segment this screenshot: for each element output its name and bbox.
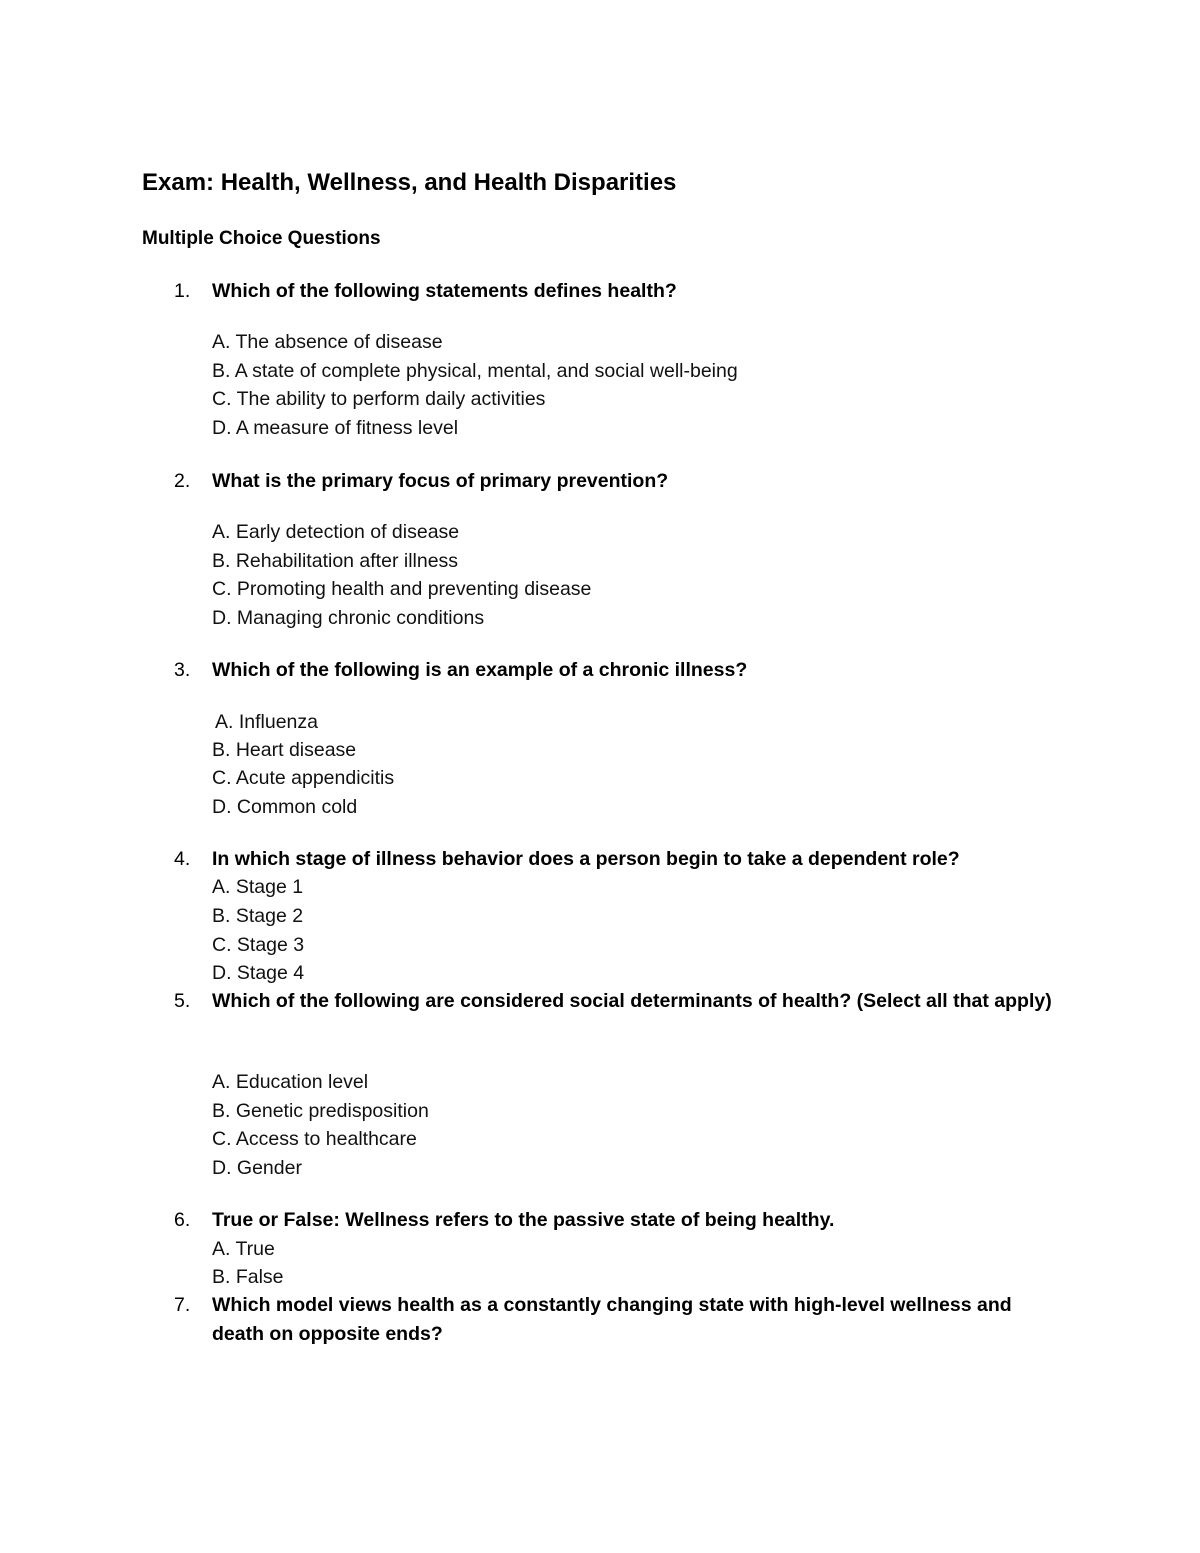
answer-option: A. True <box>212 1238 275 1260</box>
answer-option: B. False <box>212 1266 284 1288</box>
page-title: Exam: Health, Wellness, and Health Disparities <box>142 169 677 196</box>
question-text: Which of the following are considered social determinants of health? (Select all that apply) <box>212 990 1052 1012</box>
answer-option: D. Stage 4 <box>212 962 305 984</box>
answer-option: B. Genetic predisposition <box>212 1100 429 1122</box>
answer-option: C. Access to healthcare <box>212 1128 417 1150</box>
question-number: 5. <box>174 990 191 1012</box>
answer-option: A. Stage 1 <box>212 876 304 898</box>
answer-option: D. Common cold <box>212 796 358 818</box>
question-number: 2. <box>174 470 191 492</box>
answer-option: B. Heart disease <box>212 739 357 761</box>
answer-option: B. A state of complete physical, mental, and social well-being <box>212 360 738 382</box>
answer-option: D. Managing chronic conditions <box>212 607 485 629</box>
answer-option: B. Rehabilitation after illness <box>212 550 459 572</box>
question-text: True or False: Wellness refers to the passive state of being healthy. <box>212 1209 835 1231</box>
question-text: Which of the following statements defines health? <box>212 280 677 302</box>
question-number: 4. <box>174 848 191 870</box>
answer-option: B. Stage 2 <box>212 905 304 927</box>
question-number: 3. <box>174 659 191 681</box>
question-number: 7. <box>174 1294 191 1316</box>
question-number: 6. <box>174 1209 191 1231</box>
answer-option: D. Gender <box>212 1157 302 1179</box>
answer-option: A. Education level <box>212 1071 369 1093</box>
question-text: What is the primary focus of primary prevention? <box>212 470 669 492</box>
answer-option: C. The ability to perform daily activities <box>212 388 546 410</box>
question-text: Which model views health as a constantly changing state with high-level wellness and death on opposite ends? <box>212 1294 1012 1345</box>
answer-option: A. The absence of disease <box>212 331 443 353</box>
question-text: Which of the following is an example of a chronic illness? <box>212 659 748 681</box>
answer-option: C. Promoting health and preventing disease <box>212 578 592 600</box>
question-text: In which stage of illness behavior does a person begin to take a dependent role? <box>212 848 960 870</box>
question-number: 1. <box>174 280 191 302</box>
answer-option: C. Acute appendicitis <box>212 767 395 789</box>
answer-option: A. Early detection of disease <box>212 521 460 543</box>
section-heading: Multiple Choice Questions <box>142 228 381 249</box>
answer-option: D. A measure of fitness level <box>212 417 459 439</box>
answer-option: A. Influenza <box>215 711 318 733</box>
answer-option: C. Stage 3 <box>212 934 305 956</box>
